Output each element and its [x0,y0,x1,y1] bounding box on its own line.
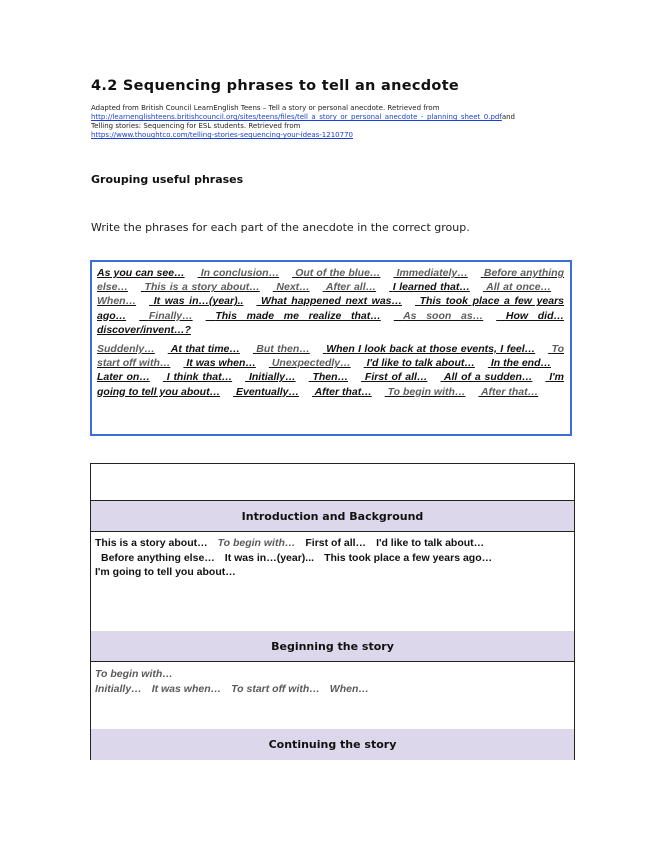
phrase-item: Then… [312,371,349,384]
phrase-block-1 [97,266,564,337]
source-link-line [91,113,561,122]
phrase-item: When… [97,295,137,308]
phrase-item: What happened next was… [261,295,403,308]
phrase-item: As you can see… [97,267,185,279]
section-heading: Grouping useful phrases [91,173,244,186]
source-link-line-2 [91,131,561,140]
phrase-block-2 [97,342,564,399]
intro-line-1 [95,536,569,551]
phrase-item: This took place a few years ago… [97,295,565,322]
beginning-content [95,667,569,696]
intro-line-2 [95,551,569,566]
phrase-item: Next… [276,281,310,294]
anecdote-table [90,463,575,760]
table-phrase: To start off with… [231,682,320,695]
table-phrase: First of all… [305,537,367,549]
phrase-item: All of a sudden… [443,371,533,384]
source-link-1[interactable]: http://learnenglishteens.britishcouncil.org/sites/teens/files/tell_a_story_or_personal_anecdote_-_planning_sheet_0.pdf [91,113,502,121]
phrase-item: Later on… [97,371,150,384]
phrase-box [90,260,572,436]
phrase-item: I'd like to talk about… [366,357,475,370]
table-phrase: When… [329,682,369,695]
phrase-item: When I look back at those events, I feel… [326,343,536,356]
phrase-item: Initially… [248,371,296,384]
source-line-2: Telling stories: Sequencing for ESL students. Retrieved from [91,122,301,130]
phrase-item: In conclusion… [200,267,280,279]
phrase-item: After all… [325,281,377,294]
intro-content [95,536,569,580]
phrase-item: But then… [256,343,310,356]
table-phrase: Initially… [95,682,142,695]
table-empty-top-cell [91,464,574,501]
phrase-item: After that… [480,385,539,398]
source-link-2[interactable]: https://www.thoughtco.com/telling-stories-sequencing-your-ideas-1210770 [91,131,353,139]
table-phrase: This is a story about… [95,537,208,549]
table-phrase: I'm going to tell you about… [95,566,236,578]
beginning-header: Beginning the story [91,631,574,662]
beginning-line-1 [95,667,569,682]
instruction-text: Write the phrases for each part of the anecdote in the correct group. [91,221,470,234]
table-phrase: It was when… [151,682,222,695]
phrase-item: Eventually… [236,385,300,398]
phrase-item: To start off with… [97,343,565,370]
phrase-item: At that time… [170,343,240,356]
phrase-item: All at once… [486,281,552,294]
table-phrase: It was in…(year)... [224,551,315,564]
phrase-item: In the end… [490,357,551,370]
source-and: and [501,113,515,121]
document-title: 4.2 Sequencing phrases to tell an anecdote [91,78,460,94]
phrase-item: Finally… [148,309,193,322]
table-phrase: This took place a few years ago… [324,551,493,564]
phrase-item: After that… [314,385,372,398]
table-phrase: I'd like to talk about… [376,537,485,549]
intro-header: Introduction and Background [91,501,574,532]
phrase-item: Immediately… [396,267,468,279]
phrase-item: It was in…(year).. [153,295,244,308]
phrase-item: First of all… [364,371,428,384]
phrase-item: Unexpectedly… [271,357,351,370]
continuing-header: Continuing the story [91,729,574,760]
phrase-item: It was when… [186,357,256,370]
phrase-item: I think that… [166,371,233,384]
phrase-item: This made me realize that… [215,309,381,322]
phrase-item: I learned that… [392,281,470,294]
intro-line-3 [95,565,569,580]
table-phrase: To begin with… [95,668,173,680]
phrase-item: As soon as… [403,309,484,322]
phrase-item: This is a story about… [144,281,260,294]
phrase-item: Suddenly… [97,343,155,356]
table-phrase: Before anything else… [101,551,215,564]
beginning-line-2 [95,682,569,697]
source-line-1: Adapted from British Council LearnEnglish Teens – Tell a story or personal anecdote. Retrieved from [91,104,440,112]
phrase-item: How did…discover/invent…? [97,309,564,336]
phrase-item: Before anything else… [97,267,565,294]
phrase-item: I'm going to tell you about… [97,371,565,398]
table-phrase: To begin with… [217,537,296,549]
phrase-item: To begin with… [387,385,466,398]
phrase-item: Out of the blue… [295,267,381,279]
